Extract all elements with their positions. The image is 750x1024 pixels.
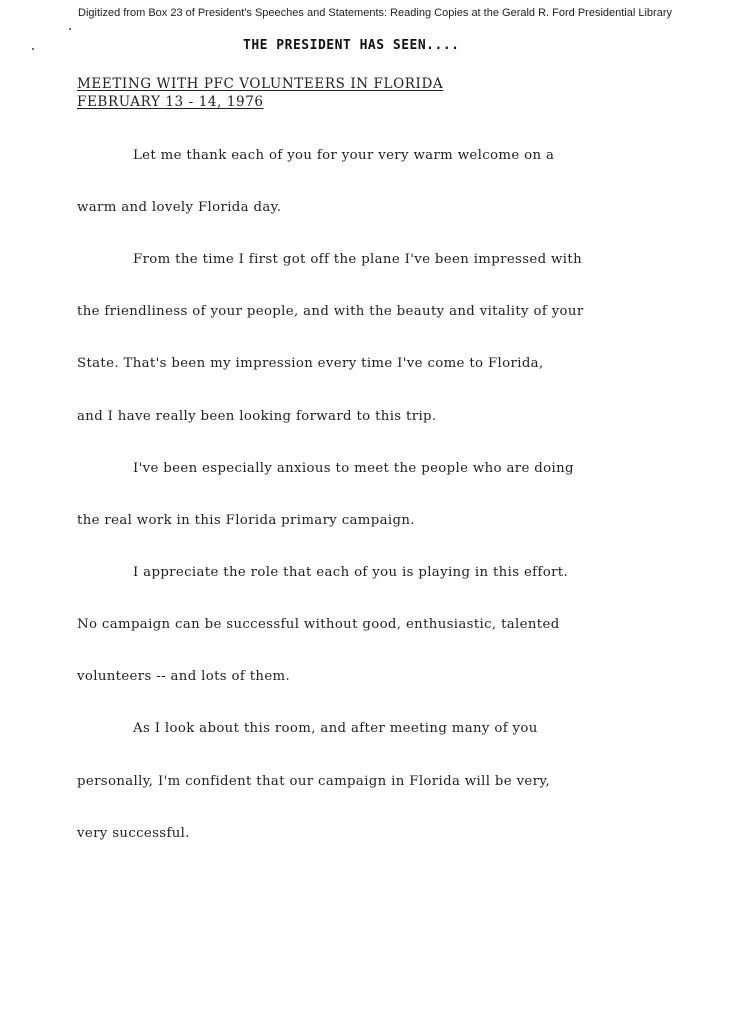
title-line-1: MEETING WITH PFC VOLUNTEERS IN FLORIDA [77, 76, 444, 92]
digitization-note: Digitized from Box 23 of President's Speeches and Statements: Reading Copies at the Gerald R. Ford Presidential Library [78, 7, 672, 19]
body-line: very successful. [77, 826, 190, 841]
title-line-2: FEBRUARY 13 - 14, 1976 [77, 94, 264, 110]
body-line: the friendliness of your people, and with the beauty and vitality of your [77, 304, 584, 319]
body-line: the real work in this Florida primary campaign. [77, 513, 415, 528]
stray-mark [32, 48, 34, 50]
body-line: No campaign can be successful without good, enthusiastic, talented [77, 617, 560, 632]
body-line: warm and lovely Florida day. [77, 200, 282, 215]
body-line: volunteers -- and lots of them. [77, 669, 291, 684]
body-line: State. That's been my impression every time I've come to Florida, [77, 356, 544, 371]
body-line: I appreciate the role that each of you is playing in this effort. [133, 565, 569, 580]
stray-mark [69, 28, 71, 30]
body-line: I've been especially anxious to meet the people who are doing [133, 461, 574, 476]
seen-stamp: THE PRESIDENT HAS SEEN.... [243, 38, 460, 53]
body-line: Let me thank each of you for your very warm welcome on a [133, 148, 555, 163]
body-line: As I look about this room, and after meeting many of you [133, 721, 538, 736]
body-line: personally, I'm confident that our campaign in Florida will be very, [77, 774, 551, 789]
body-line: and I have really been looking forward to this trip. [77, 409, 437, 424]
body-line: From the time I first got off the plane I've been impressed with [133, 252, 582, 267]
